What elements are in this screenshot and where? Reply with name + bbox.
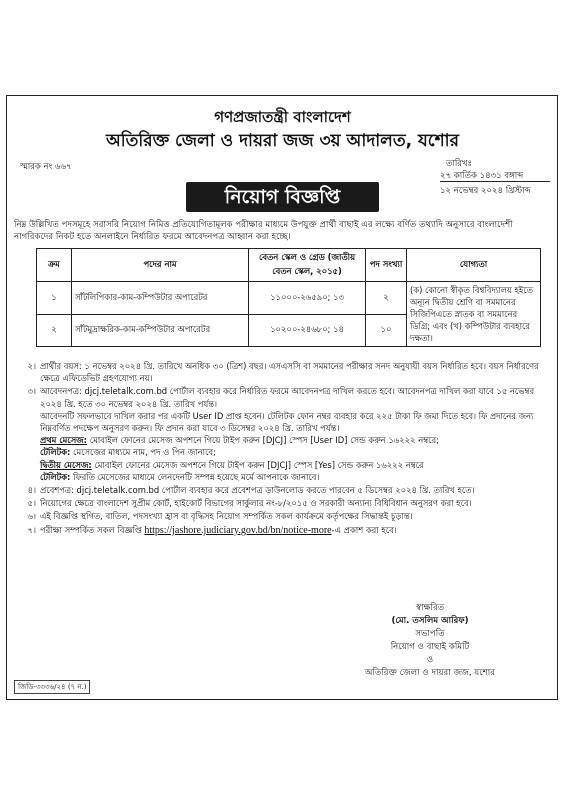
date-bangla: ২৭ কার্তিক ১৪৩১ বঙ্গাব্দ (440, 171, 524, 181)
note-rules: নিয়োগের ক্ষেত্রে বাংলাদেশ সুপ্রীম কোর্ট, হাইকোর্ট বিভাগের সার্কুলার নং-৮/২০১৫ ও সরকারী অন্যান্য বিধিবিধান অনুসরণ করা হবে। (40, 498, 472, 509)
row-serial: ১ (37, 282, 72, 315)
teletalk-label: টেলিটক: (40, 471, 71, 482)
table-row (37, 282, 541, 315)
note-exam-prefix: পরীক্ষা সম্পর্কিত সকল বিজ্ঞপ্তি (40, 524, 142, 535)
government-title: গণপ্রজাতন্ত্রী বাংলাদেশ (214, 108, 351, 126)
signed-label: স্বাক্ষরিত (415, 603, 445, 613)
date-divider (440, 181, 550, 182)
col-serial: ক্রম (37, 249, 72, 282)
signatory-role-committee: নিয়োগ ও বাছাই কমিটি (390, 642, 470, 652)
list-item (14, 524, 550, 537)
row-serial: ২ (37, 314, 72, 347)
list-item (14, 510, 550, 522)
list-item (14, 385, 550, 483)
date-block (440, 157, 550, 196)
intro-text: নিম্ন উল্লিখিত পদসমূহে সরাসরি নিয়োগ নিমিত্ত প্রতিযোগিতামূলক পরীক্ষার মাধ্যমে উপযুক্ত প্রার্থী বাছাই এর লক্ষ্যে বর্ণিত তথ্যাদি অনুসারে বাংলাদেশী নাগরিকদের নিকট হতে অনলাইনে নির্ধারিত ফরমে আবেদনপত্র আহ্বান করা হচ্ছে। (14, 220, 513, 242)
note-number: ২। (27, 361, 36, 371)
note-number: ৬। (27, 511, 36, 522)
col-scale: বেতন স্কেল ও গ্রেড (জাতীয় বেতন স্কেল, ২০১৫) (249, 249, 366, 282)
list-item (14, 497, 550, 509)
signatory-and: ও (426, 655, 434, 665)
signature-block (330, 602, 530, 680)
list-item (14, 484, 550, 496)
note-exam-suffix: -এ প্রকাশ করা হবে। (331, 524, 397, 535)
notice-link[interactable]: https://jashore.judiciary.gov.bd/bn/notice-more (144, 524, 332, 536)
row-post: সাঁটমুদ্রাক্ষরিক-কাম-কম্পিউটার অপারেটর (72, 314, 249, 347)
col-post: পদের নাম (72, 249, 249, 282)
note-application: আবেদনপত্র: djcj.teletalk.com.bd পোর্টাল ব্যবহার করে নির্ধারিত ফরমে আবেদনপত্র দাখিল করতে হবে। আবেদনপত্র দাখিল করা যাবে ১৫ নভেম্বর ২০২৪ খ্রি. হতে ৩০ নভেম্বর ২০২৪ খ্রি. তারিখ পর্যন্ত। (40, 386, 535, 409)
notice-banner: নিয়োগ বিজ্ঞপ্তি (186, 182, 379, 212)
first-message-text: মোবাইল ফোনের মেসেজ অপশনে গিয়ে টাইপ করুন [DJCJ] স্পেস [User ID] সেন্ড করুন ১৬২২২ নম্বরে; (89, 435, 439, 446)
posts-table (36, 248, 541, 347)
row-scale: ১১০০০-২৬৫৯০; ১৩ (249, 282, 366, 315)
signatory-role-judge: অতিরিক্ত জেলা ও দায়রা জজ, যশোর (364, 668, 496, 678)
row-post: সাঁটলিপিকার-কাম-কম্পিউটার অপারেটর (72, 282, 249, 315)
signatory-role-chair: সভাপতি (415, 629, 445, 639)
note-authority: এই বিজ্ঞপ্তি স্থগিত, বাতিল, পদসংখ্যা হ্রাস বা বৃদ্ধিসহ নিয়োগ সম্পর্কিত সকল কার্যক্রমে কর্তৃপক্ষের সিদ্ধান্তই চূড়ান্ত। (40, 511, 413, 522)
teletalk-label: টেলিটক: (40, 447, 71, 458)
notes-list (14, 360, 550, 538)
date-label: তারিখঃ (446, 159, 473, 169)
note-number: ৪। (27, 485, 36, 496)
court-title: অতিরিক্ত জেলা ও দায়রা জজ ৩য় আদালত, যশোর (106, 131, 459, 151)
signatory-name: (মো. তসলিম আরিফ) (391, 616, 469, 626)
row-scale: ১০২০০-২৪৬৮০; ১৪ (249, 314, 366, 347)
table-header-row (37, 249, 541, 282)
note-age: প্রার্থীর বয়স: ১ নভেম্বর ২০২৪ খ্রি. তারিখে অনধিক ৩০ (ত্রিশ) বছর। এসএসসি বা সমমানের পরীক্ষার সনদ অনুযায়ী বয়স নির্ধারিত হবে। বয়স নির্ধারণের ক্ষেত্রে এফিডেভিট গ্রহণযোগ্য নয়। (40, 361, 539, 384)
first-message-label: প্রথম মেসেজ: (40, 435, 88, 446)
qualification-cell: (ক) কোনো স্বীকৃত বিশ্ববিদ্যালয় হইতে অন্যূন দ্বিতীয় শ্রেণি বা সমমানের সিজিপিএতে স্নাতক বা সমমানের ডিগ্রি; এবং (খ) কম্পিউটার ব্যবহারে দক্ষতা। (407, 282, 541, 347)
second-message-text: মোবাইল ফোনের মেসেজ অপশনে গিয়ে টাইপ করুন [DJCJ] স্পেস [Yes] সেন্ড করুন ১৬২২২ নম্বরে (94, 459, 424, 470)
note-number: ৭। (27, 524, 36, 535)
row-count: ১০ (366, 314, 407, 347)
second-message-label: দ্বিতীয় মেসেজ: (40, 459, 92, 470)
col-count: পদ সংখ্যা (366, 249, 407, 282)
teletalk-confirm-text: ফিরতি মেসেজের মাধ্যমে লেনদেনটি সম্পন্ন হয়েছে মর্মে আপনাকে জানাবে। (73, 471, 320, 482)
row-count: ২ (366, 282, 407, 315)
note-admit-card: প্রবেশপত্র: djcj.teletalk.com.bd পোর্টাল ব্যবহার করে প্রবেশপত্র ডাউনলোড করতে পারবেন ৫ ডিসেম্বর ২০২৪ খ্রি. তারিখ হতে। (40, 485, 475, 496)
gd-reference: জিডি-৩৩৩৬/২৪ (৭ ন.) (14, 680, 90, 694)
list-item (14, 360, 550, 384)
date-english: ১২ নভেম্বর ২০২৪ খ্রিস্টাব্দ (440, 186, 531, 196)
note-number: ৫। (27, 498, 36, 509)
memo-number: স্মারক নং ৬৬৭ (20, 162, 72, 172)
teletalk-text: মেসেজের মাধ্যমে নাম, পদ ও পিন জানাবে; (73, 447, 216, 458)
note-fee: আবেদনটি সফলভাবে দাখিল করার পর একটি User ID প্রাপ্ত হবেন। টেলিটক ফোন নম্বর ব্যবহার করে ২২৫ টাকা ফি জমা দিতে হবে। ফি প্রদানের জন্য নিম্নবর্ণিত পদক্ষেপ অনুসরণ করুন। ফি প্রদান করা যাবে ৩ ডিসেম্বর ২০২৪ খ্রি. তারিখ পর্যন্ত। (40, 410, 534, 434)
col-qualification: যোগ্যতা (407, 249, 541, 282)
note-number: ৩। (27, 386, 36, 397)
